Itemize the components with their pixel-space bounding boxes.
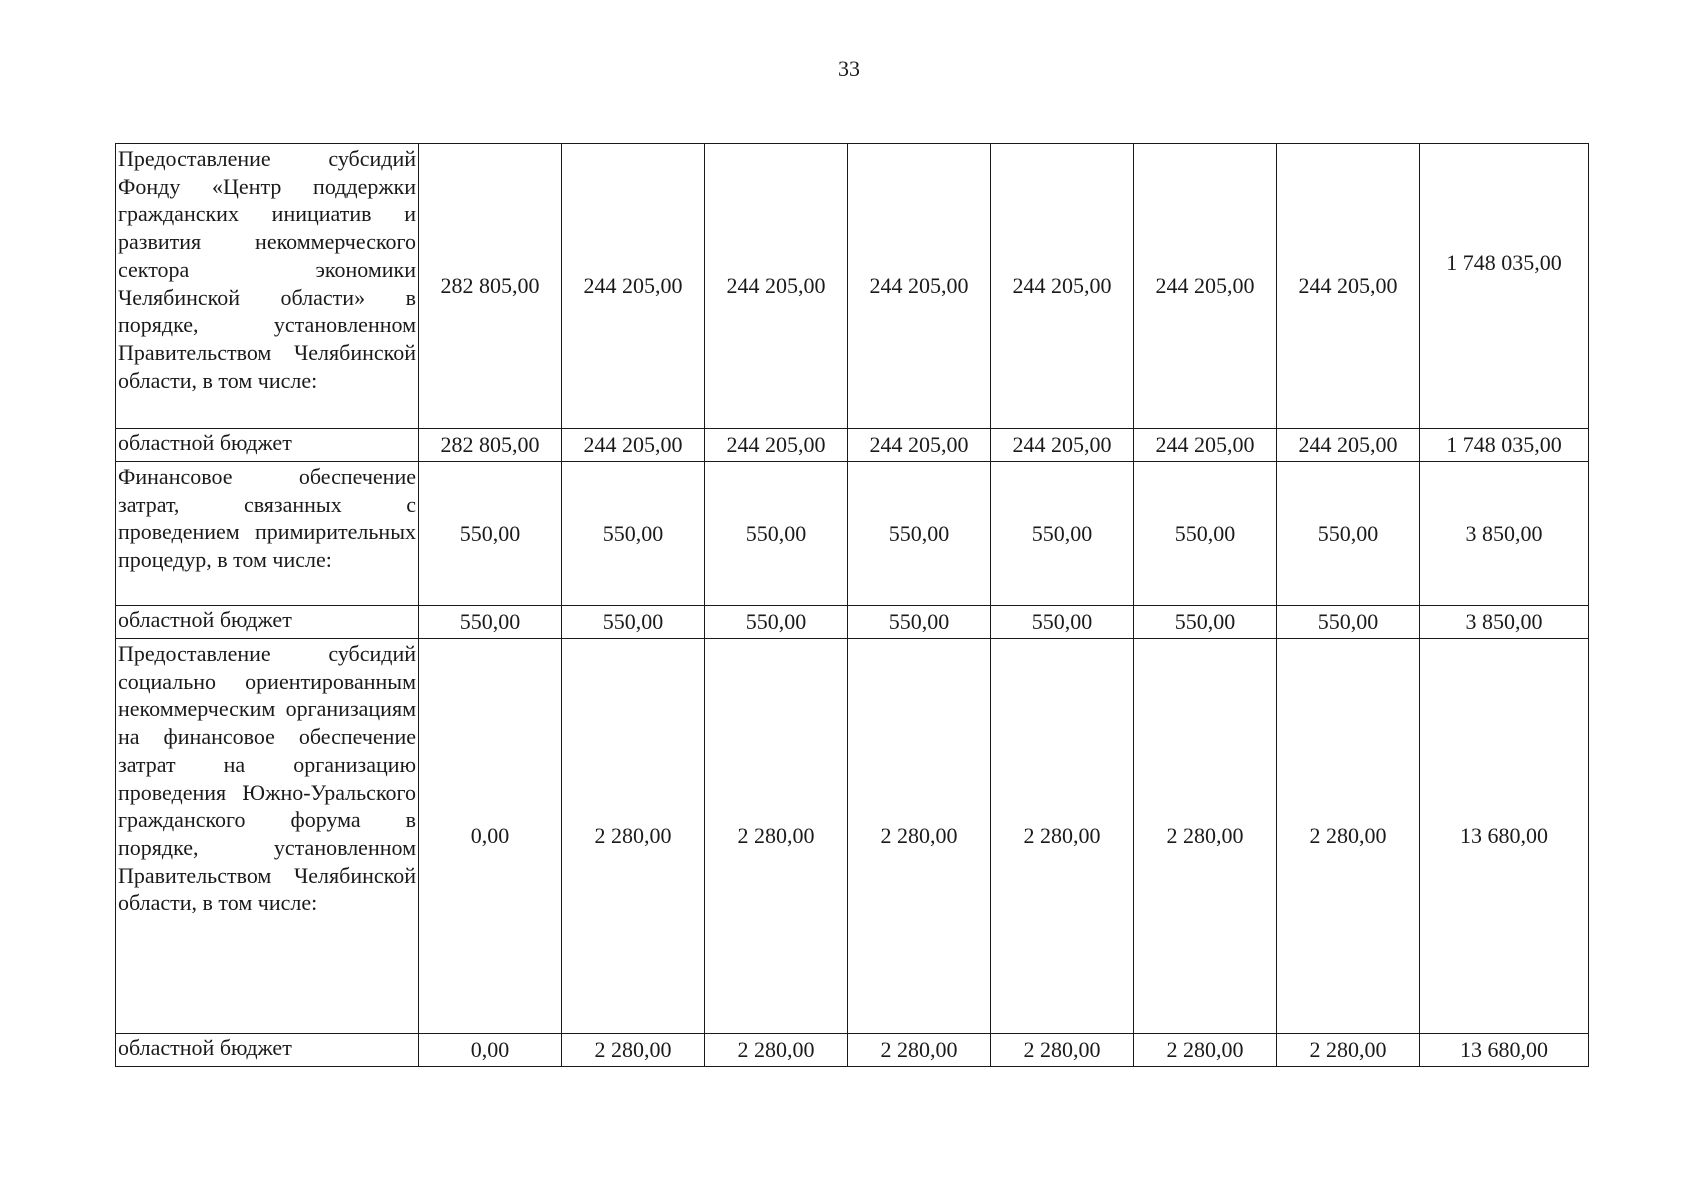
table-cell: 550,00 — [1277, 606, 1420, 639]
table-cell: 550,00 — [1134, 462, 1277, 606]
table-cell: 550,00 — [705, 606, 848, 639]
table-cell: 244 205,00 — [705, 144, 848, 429]
table-cell: 550,00 — [705, 462, 848, 606]
table-cell: 550,00 — [419, 606, 562, 639]
table-cell: 244 205,00 — [848, 144, 991, 429]
table-cell: 550,00 — [1134, 606, 1277, 639]
table-cell: 2 280,00 — [1277, 639, 1420, 1034]
total-cell: 3 850,00 — [1420, 462, 1589, 606]
row-label: Финансовое обеспечение затрат, связанных с проведением примирительных процедур, в том числе: — [116, 462, 419, 606]
table-cell: 2 280,00 — [848, 1034, 991, 1067]
table-cell: 244 205,00 — [705, 429, 848, 462]
table-cell: 2 280,00 — [991, 639, 1134, 1034]
table-cell: 2 280,00 — [562, 639, 705, 1034]
total-cell: 1 748 035,00 — [1420, 429, 1589, 462]
table-cell: 244 205,00 — [1277, 429, 1420, 462]
table-cell: 244 205,00 — [991, 144, 1134, 429]
table-cell: 550,00 — [562, 462, 705, 606]
total-cell: 1 748 035,00 — [1420, 144, 1589, 429]
table-cell: 2 280,00 — [848, 639, 991, 1034]
table-cell: 550,00 — [848, 606, 991, 639]
table-row — [116, 144, 1589, 429]
table-cell: 282 805,00 — [419, 429, 562, 462]
table-cell: 244 205,00 — [991, 429, 1134, 462]
table-cell: 282 805,00 — [419, 144, 562, 429]
table-cell: 550,00 — [991, 606, 1134, 639]
table-cell: 244 205,00 — [1277, 144, 1420, 429]
budget-table — [115, 143, 1589, 1067]
row-label: областной бюджет — [116, 1034, 419, 1067]
table-row — [116, 462, 1589, 606]
table-cell: 244 205,00 — [562, 429, 705, 462]
table-cell: 244 205,00 — [1134, 144, 1277, 429]
table-cell: 2 280,00 — [991, 1034, 1134, 1067]
table-cell: 2 280,00 — [562, 1034, 705, 1067]
total-cell: 3 850,00 — [1420, 606, 1589, 639]
table-cell: 2 280,00 — [705, 639, 848, 1034]
table-cell: 550,00 — [991, 462, 1134, 606]
table-cell: 244 205,00 — [848, 429, 991, 462]
table-cell: 2 280,00 — [1277, 1034, 1420, 1067]
row-label: областной бюджет — [116, 606, 419, 639]
table-cell: 550,00 — [562, 606, 705, 639]
table-row — [116, 639, 1589, 1034]
table-cell: 550,00 — [419, 462, 562, 606]
table-cell: 0,00 — [419, 639, 562, 1034]
table-cell: 244 205,00 — [1134, 429, 1277, 462]
row-label: Предоставление субсидий социально ориентированным некоммерческим организациям на финансовое обеспечение затрат на организацию проведения Южно-Уральского гражданского форума в порядке, установленном Правительством Челябинской области, в том числе: — [116, 639, 419, 1034]
table-row — [116, 429, 1589, 462]
row-label: областной бюджет — [116, 429, 419, 462]
table-cell: 2 280,00 — [705, 1034, 848, 1067]
table-cell: 550,00 — [1277, 462, 1420, 606]
table-cell: 550,00 — [848, 462, 991, 606]
table-cell: 0,00 — [419, 1034, 562, 1067]
total-cell: 13 680,00 — [1420, 639, 1589, 1034]
table-row — [116, 1034, 1589, 1067]
table-cell: 244 205,00 — [562, 144, 705, 429]
table-cell: 2 280,00 — [1134, 1034, 1277, 1067]
total-cell: 13 680,00 — [1420, 1034, 1589, 1067]
table-cell: 2 280,00 — [1134, 639, 1277, 1034]
table-row — [116, 606, 1589, 639]
page-number: 33 — [838, 56, 860, 81]
row-label: Предоставление субсидий Фонду «Центр поддержки гражданских инициатив и развития некоммерческого сектора экономики Челябинской области» в порядке, установленном Правительством Челябинской области, в том числе: — [116, 144, 419, 429]
